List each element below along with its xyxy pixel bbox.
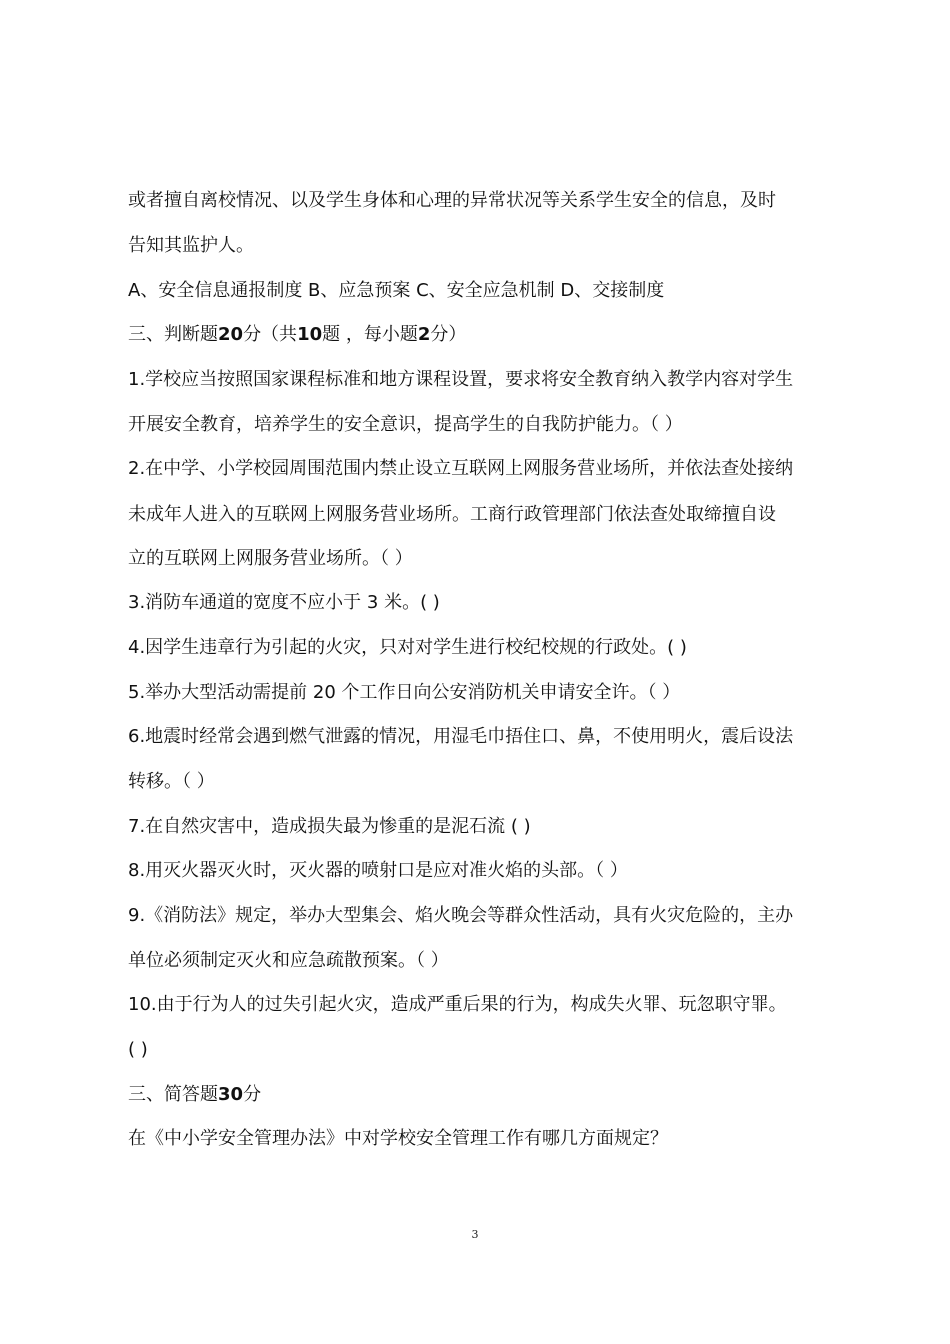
question-line: 7.在自然灾害中，造成损失最为惨重的是泥石流 ( ) (128, 816, 531, 837)
answer-options: A、安全信息通报制度 B、应急预案 C、安全应急机制 D、交接制度 (128, 280, 665, 301)
question-line: ( ) (128, 1039, 148, 1060)
section-heading-true-false (128, 323, 838, 347)
question-line: 10.由于行为人的过失引起火灾，造成严重后果的行为，构成失火罪、玩忽职守罪。 (128, 994, 787, 1015)
question-line: 单位必须制定灭火和应急疏散预案。（ ） (128, 950, 449, 971)
section-suffix: 分 (243, 1084, 262, 1105)
section-count: 10 (297, 324, 323, 345)
question-line: 2.在中学、小学校园周围范围内禁止设立互联网上网服务营业场所，并依法查处接纳 (128, 458, 794, 479)
section-per-score: 2 (417, 324, 431, 345)
question-line: 未成年人进入的互联网上网服务营业场所。工商行政管理部门依法查处取缔擅自设 (128, 504, 776, 525)
section-mid2: 题 ，每小题 (322, 324, 418, 345)
section-mid: 分（共 (243, 324, 298, 345)
section-score: 20 (218, 324, 244, 345)
text-line: 或者擅自离校情况、以及学生身体和心理的异常状况等关系学生安全的信息，及时 (128, 190, 776, 211)
question-line: 8.用灭火器灭火时，灭火器的喷射口是应对准火焰的头部。（ ） (128, 860, 628, 881)
section-suffix: 分） (430, 324, 467, 345)
section-prefix: 三、简答题 (128, 1084, 218, 1105)
section-score: 30 (218, 1084, 244, 1105)
question-line: 4.因学生违章行为引起的火灾，只对对学生进行校纪校规的行政处。( ) (128, 637, 687, 658)
short-answer-question: 在《中小学安全管理办法》中对学校安全管理工作有哪几方面规定？ (128, 1128, 668, 1149)
text-line: 告知其监护人。 (128, 235, 254, 256)
question-line: 6.地震时经常会遇到燃气泄露的情况，用湿毛巾捂住口、鼻，不使用明火，震后设法 (128, 726, 794, 747)
question-line: 3.消防车通道的宽度不应小于 3 米。( ) (128, 592, 440, 613)
question-line: 转移。（ ） (128, 771, 215, 792)
page-number: 3 (471, 1228, 479, 1241)
question-line: 5.举办大型活动需提前 20 个工作日向公安消防机关申请安全许。（ ） (128, 682, 681, 703)
question-line: 开展安全教育，培养学生的安全意识，提高学生的自我防护能力。（ ） (128, 414, 683, 435)
question-line: 立的互联网上网服务营业场所。（ ） (128, 548, 413, 569)
question-line: 1.学校应当按照国家课程标准和地方课程设置，要求将安全教育纳入教学内容对学生 (128, 369, 794, 390)
section-prefix: 三、判断题 (128, 324, 218, 345)
section-heading-short-answer (128, 1083, 838, 1107)
question-line: 9.《消防法》规定，举办大型集会、焰火晚会等群众性活动，具有火灾危险的，主办 (128, 905, 794, 926)
